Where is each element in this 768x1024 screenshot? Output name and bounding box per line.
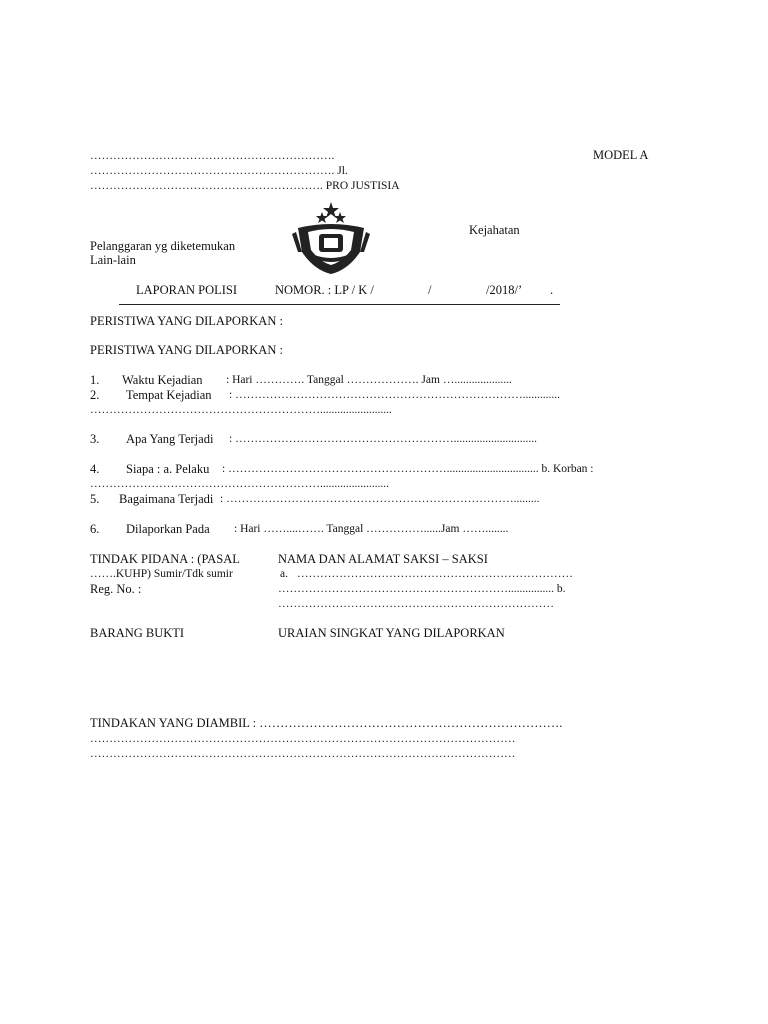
police-emblem-icon (288, 198, 374, 278)
saksi-a-continuation: ……………………………………………………................ b. (278, 583, 566, 595)
report-number-label: NOMOR. : LP / K / (275, 283, 374, 297)
title-underline (119, 304, 560, 305)
tindakan-line-3: ………………………………………………………………………………………………… (90, 748, 516, 760)
header-street-line: ………………………………………………………. Jl. (90, 165, 348, 177)
tindak-pidana-line-1: TINDAK PIDANA : (PASAL (90, 552, 240, 566)
item-4-continuation: ……………………………………………………........................ (90, 478, 389, 490)
item-2-continuation: ……………………………………………………......................... (90, 404, 392, 416)
barang-bukti-label: BARANG BUKTI (90, 626, 185, 640)
report-title: LAPORAN POLISI (136, 283, 238, 297)
item-1-number: 1. (90, 373, 100, 387)
header-pro-justisia-line: ……………………………………………………. PRO JUSTISIA (90, 180, 400, 192)
events-heading-2: PERISTIWA YANG DILAPORKAN : (90, 343, 283, 357)
item-1-label: Waktu Kejadian (122, 373, 203, 387)
report-number-slash: / (428, 283, 432, 297)
model-label: MODEL A (593, 148, 649, 162)
item-6-value: : Hari ……....……. Tanggal ……………......Jam ……........ (234, 523, 509, 535)
events-heading-1: PERISTIWA YANG DILAPORKAN : (90, 314, 283, 328)
category-pelanggaran: Pelanggaran yg diketemukan (90, 239, 236, 253)
uraian-singkat-label: URAIAN SINGKAT YANG DILAPORKAN (278, 626, 505, 640)
item-2-label: Tempat Kejadian (126, 388, 212, 402)
category-lain-lain: Lain-lain (90, 253, 136, 267)
saksi-a-dots: ……………………………………………………………… (297, 568, 573, 580)
item-2-value: : …………………………………………………………………............. (229, 389, 560, 401)
item-4-number: 4. (90, 462, 100, 476)
item-6-number: 6. (90, 522, 100, 536)
header-dots-line-1: ………………………………………………………. (90, 150, 335, 162)
item-4-value: : …………………………………………………................................ b. Korban : (222, 463, 594, 475)
saksi-heading: NAMA DAN ALAMAT SAKSI – SAKSI (278, 552, 488, 566)
category-kejahatan: Kejahatan (469, 223, 520, 237)
item-5-number: 5. (90, 492, 100, 506)
tindak-pidana-line-2: …….KUHP) Sumir/Tdk sumir (90, 568, 233, 580)
item-5-label: Bagaimana Terjadi (119, 492, 214, 506)
item-1-value: : Hari …………. Tanggal ………………. Jam ….................... (226, 374, 512, 386)
item-3-number: 3. (90, 432, 100, 446)
report-number-end: . (550, 283, 554, 297)
item-5-value: : …………………………………………………………………......... (220, 493, 540, 505)
tindakan-label: TINDAKAN YANG DIAMBIL : ………………………………………………………………. (90, 716, 563, 730)
saksi-a-label: a. (280, 568, 288, 580)
item-3-value: : …………………………………………………............................. (229, 433, 537, 445)
item-6-label: Dilaporkan Pada (126, 522, 210, 536)
item-4-label: Siapa : a. Pelaku (126, 462, 210, 476)
reg-no-label: Reg. No. : (90, 582, 142, 596)
saksi-b-continuation: ……………………………………………………………… (278, 598, 554, 610)
item-3-label: Apa Yang Terjadi (126, 432, 214, 446)
report-number-year: /2018/’ (486, 283, 523, 297)
item-2-number: 2. (90, 388, 100, 402)
tindakan-line-2: ………………………………………………………………………………………………… (90, 733, 516, 745)
